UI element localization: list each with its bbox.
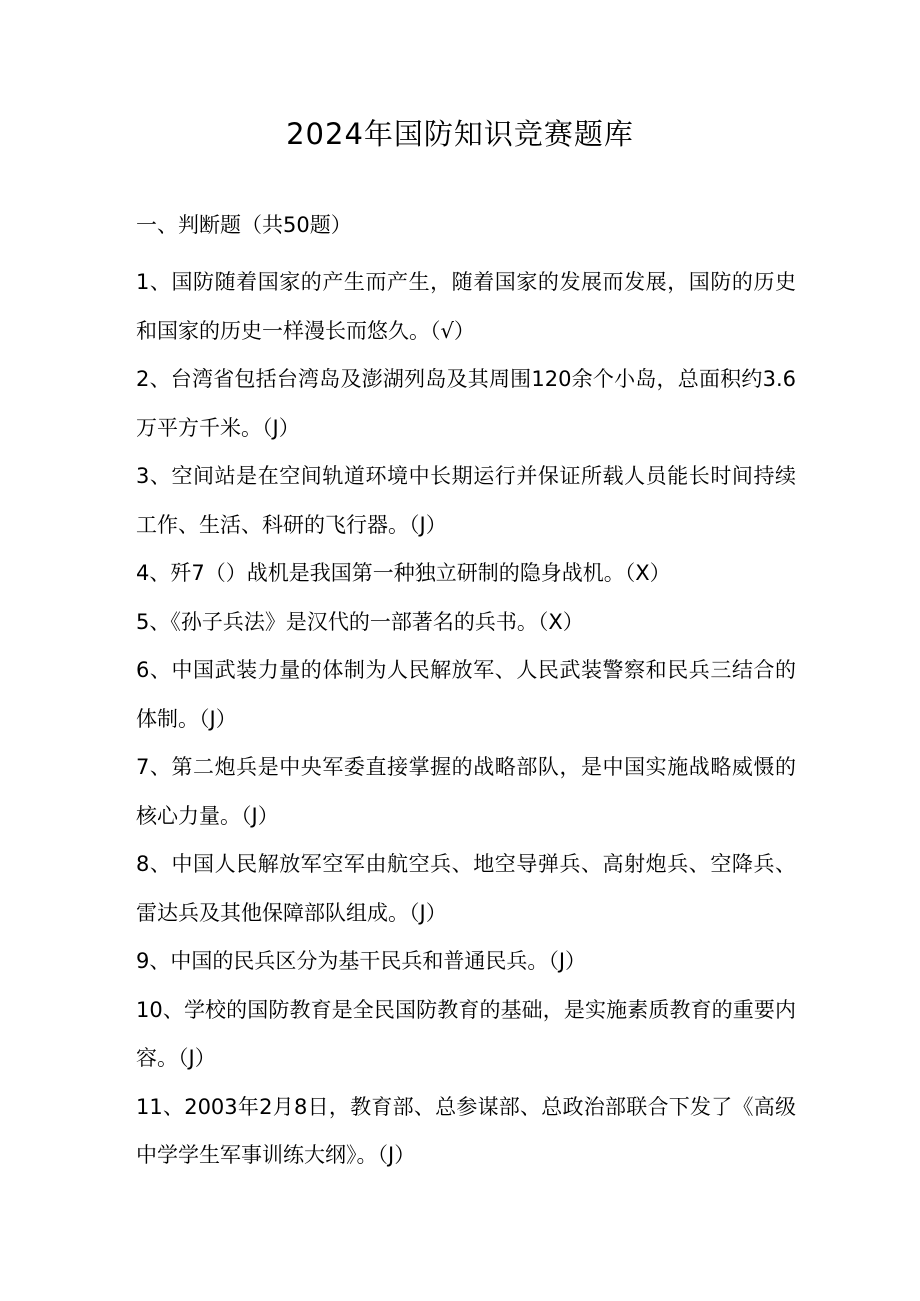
document-title: 2024年国防知识竞赛题库	[286, 117, 634, 151]
question-item: 1、国防随着国家的产生而产生，随着国家的发展而发展，国防的历史和国家的历史一样漫长而悠久。（√）	[136, 270, 796, 343]
question-item: 7、第二炮兵是中央军委直接掌握的战略部队，是中国实施战略威慑的核心力量。（J）	[136, 755, 796, 828]
question-item: 4、歼7（）战机是我国第一种独立研制的隐身战机。（X）	[136, 561, 671, 585]
question-item: 9、中国的民兵区分为基干民兵和普通民兵。（J）	[136, 949, 587, 973]
section-heading: 一、判断题（共50题）	[136, 213, 352, 237]
question-item: 10、学校的国防教育是全民国防教育的基础，是实施素质教育的重要内容。（J）	[136, 997, 796, 1070]
question-item: 11、2003年2月8日，教育部、总参谋部、总政治部联合下发了《高级中学学生军事训练大纲》。（J）	[136, 1094, 796, 1167]
question-item: 8、中国人民解放军空军由航空兵、地空导弹兵、高射炮兵、空降兵、雷达兵及其他保障部队组成。（J）	[136, 852, 796, 925]
question-item: 3、空间站是在空间轨道环境中长期运行并保证所载人员能长时间持续工作、生活、科研的飞行器。（J）	[136, 464, 796, 537]
question-item: 5、《孙子兵法》是汉代的一部著名的兵书。（X）	[136, 609, 584, 634]
question-item: 6、中国武装力量的体制为人民解放军、人民武装警察和民兵三结合的体制。（J）	[136, 658, 796, 731]
question-item: 2、台湾省包括台湾岛及澎湖列岛及其周围120余个小岛，总面积约3.6万平方千米。（J）	[136, 367, 796, 440]
question-list	[136, 258, 796, 1180]
